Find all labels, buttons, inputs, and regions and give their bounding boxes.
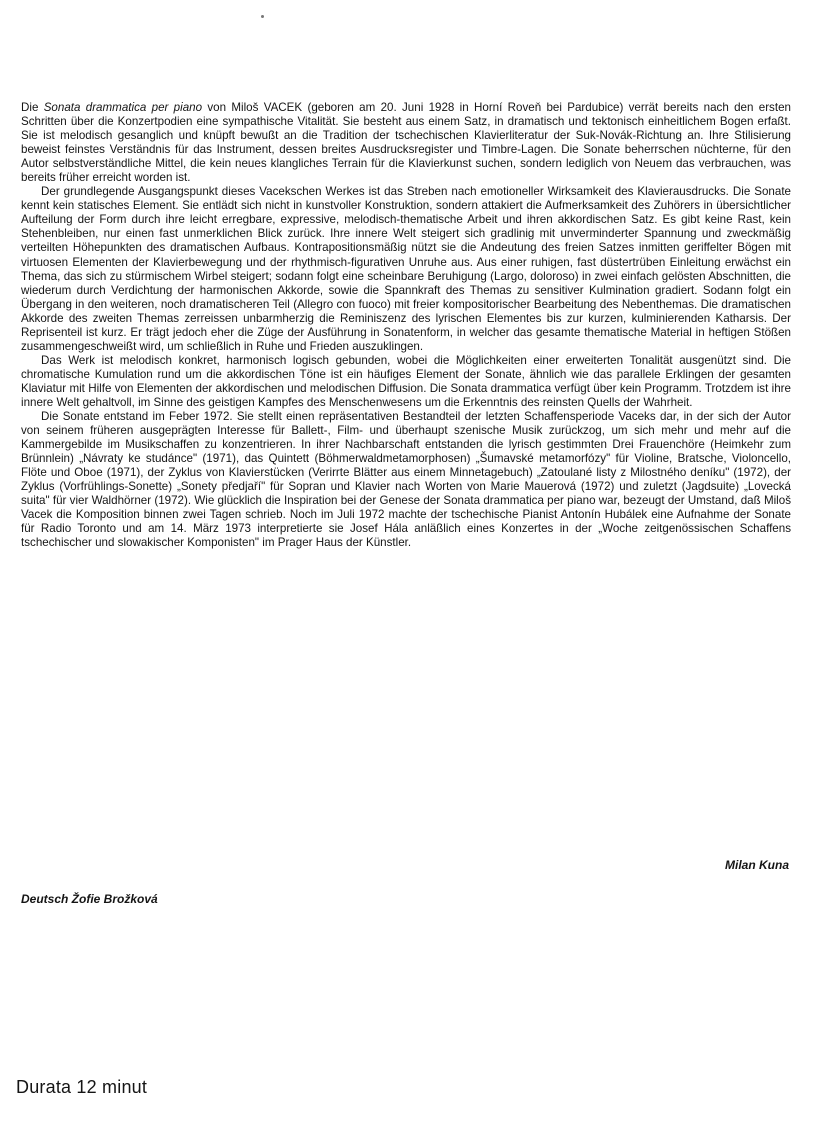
paragraph-1-text: von Miloš VACEK (geboren am 20. Juni 1928 in Horní Roveň bei Pardubice) verrät bereits nach den ersten Schritten über die Konzertpodien eine sympathische Vitalität. Sie besteht aus einem Satz, in dramatisch und tektonisch einheitlichem Bogen erfaßt. Sie ist melodisch gesanglich und knüpft bewußt an die Tradition der tschechischen Klavierliteratur der Suk-Novák-Richtung an. Ihre Stilisierung beweist feinstes Verständnis für das Instrument, dessen breites Ausdrucksregister und Timbre-Lagen. Die Sonate beherrschen nüchterne, für den Autor selbstverständliche Mittel, die kein neues klangliches Terrain für die Klavierkunst suchen, sondern lediglich von Neuem das verbrauchen, was bereits früher erreicht worden ist. bbox=[21, 101, 791, 185]
paragraph-2: Der grundlegende Ausgangspunkt dieses Vacekschen Werkes ist das Streben nach emotioneller Wirksamkeit des Klavierausdrucks. Die Sonate kennt kein statisches Element. Sie entlädt sich nicht in kunstvoller Konstruktion, sondern attakiert die Aufmerksamkeit des Zuhörers in übersichtlicher Aufteilung der Form durch ihre leicht erregbare, expressive, melodisch-thematische Arbeit und ihren akkordischen Satz. Es gibt keine Rast, kein Stehenbleiben, nur einen fast unmerklichen Blick zurück. Ihre innere Welt steigert sich gradlinig mit unverminderter Spannung und zweckmäßig verteilten Höhepunkten des dramatischen Aufbaus. Kontrapositionsmäßig nützt sie die Andeutung des freien Satzes inmitten geriffelter Bögen mit virtuosen Elementen der Klavierbewegung und der rhythmisch-figurativen Unruhe aus. Aus einer ruhigen, fast düstertrüben Einleitung erwächst ein Thema, das sich zu stürmischem Wirbel steigert; sodann folgt eine scheinbare Beruhigung (Largo, doloroso) in zwei einfach gelösten Abschnitten, die wiederum durch Verdichtung der harmonischen Akkorde, sowie die Spannkraft des Themas zu sensitiver Kulmination gradiert. Sodann folgt ein Übergang in den weiteren, noch dramatischeren Teil (Allegro con fuoco) mit freier kompositorischer Bearbeitung des Nebenthemas. Die dramatischen Akkorde des zweiten Themas zerreissen unbarmherzig die Reminiszenz des lyrischen Elementes bis zur kurzen, kulminierenden Katharsis. Der Reprisenteil ist kurz. Er trägt jedoch eher die Züge der Ausführung in Sonatenform, in welcher das gesamte thematische Material in heftigen Stößen zusammengeschweißt wird, um schließlich in Ruhe und Frieden auszuklingen. bbox=[21, 185, 791, 353]
scan-speck bbox=[261, 15, 264, 18]
translator-credit: Deutsch Žofie Brožková bbox=[21, 892, 158, 906]
work-title: Sonata drammatica per piano bbox=[43, 101, 203, 114]
paragraph-3: Das Werk ist melodisch konkret, harmonisch logisch gebunden, wobei die Möglichkeiten einer erweiterten Tonalität ausgenützt sind. Die chromatische Kumulation rund um die akkordischen Töne ist ein häufiges Element der Sonate, ähnlich wie das parallele Erklingen der gesamten Klaviatur mit Hilfe von Elementen der akkordischen und melodischen Diffusion. Die Sonata drammatica verfügt über kein Programm. Trotzdem ist ihre innere Welt gehaltvoll, im Sinne des geistigen Kampfes des Menschenwesens um die Erkenntnis des reinsten Quells der Wahrheit. bbox=[21, 353, 791, 409]
paragraph-1 bbox=[21, 101, 791, 185]
author-signature: Milan Kuna bbox=[724, 858, 789, 872]
duration-label: Durata 12 minut bbox=[16, 1077, 148, 1097]
paragraph-1-lead: Die bbox=[21, 101, 44, 114]
paragraph-4: Die Sonate entstand im Feber 1972. Sie stellt einen repräsentativen Bestandteil der letzten Schaffensperiode Vaceks dar, in der sich der Autor von seinem früheren ausgeprägten Interesse für Ballett-, Film- und überhaupt szenische Musik zurückzog, um sich mehr und mehr auf die Kammergebilde im Musikschaffen zu konzentrieren. In ihrer Nachbarschaft entstanden die lyrisch gestimmten Drei Frauenchöre (Heimkehr zum Brünnlein) „Návraty ke studánce" (1971), das Quintett (Böhmerwaldmetamorphosen) „Šumavské metamorfózy" für Violine, Bratsche, Violoncello, Flöte und Oboe (1971), der Zyklus von Klavierstücken (Verirrte Blätter aus einem Minnetagebuch) „Zatoulané listy z Milostného deníku" (1972), der Zyklus (Vorfrühlings-Sonette) „Sonety předjaří" für Sopran und Klavier nach Worten von Marie Mauerová (1972) und zuletzt (Jagdsuite) „Lovecká suita" für vier Waldhörner (1972). Wie glücklich die Inspiration bei der Genese der Sonata drammatica per piano war, bezeugt der Umstand, daß Miloš Vacek die Komposition binnen zwei Tagen schrieb. Noch im Juli 1972 machte der tschechische Pianist Antonín Hubálek eine Aufnahme der Sonate für Radio Toronto und am 14. März 1973 interpretierte sie Josef Hála anläßlich eines Konzertes in der „Woche zeitgenössischen Schaffens tschechischer und slowakischer Komponisten" im Prager Haus der Künstler. bbox=[21, 410, 791, 550]
article-body bbox=[21, 101, 791, 551]
